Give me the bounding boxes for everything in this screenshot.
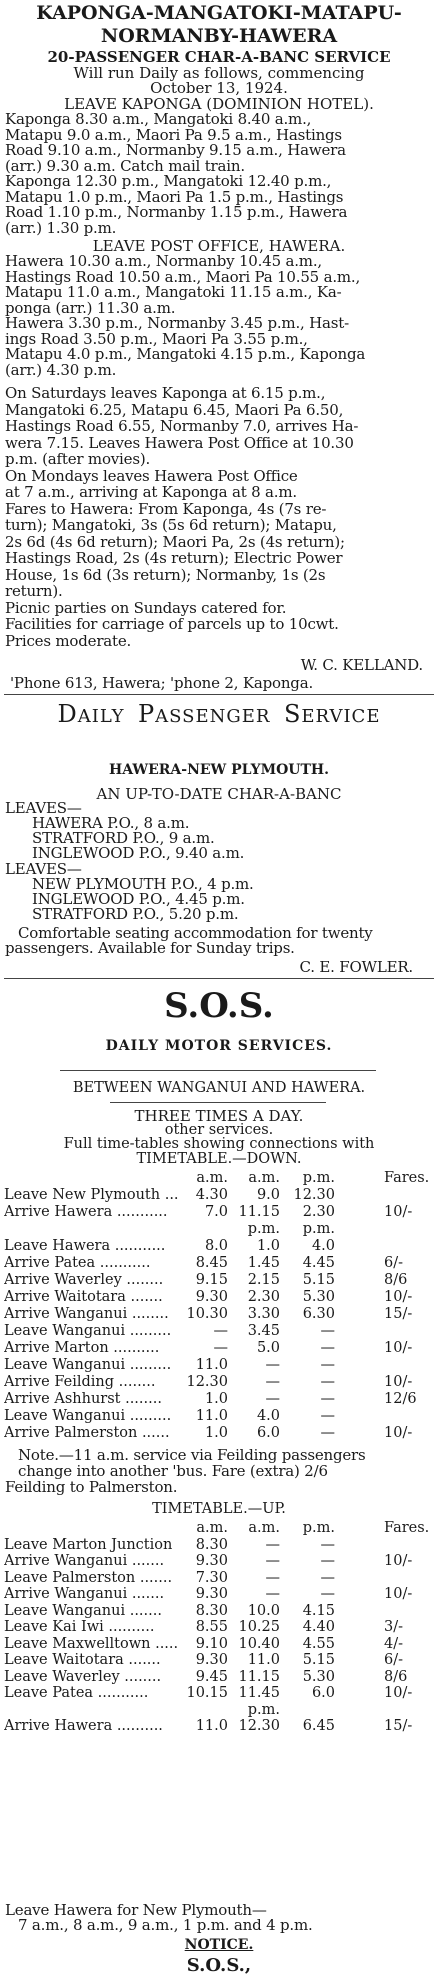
ad2-route: HAWERA-NEW PLYMOUTH. [108,762,330,778]
ad1-other-line: Facilities for carriage of parcels up to 10cwt. [5,617,339,633]
timetable-stop: Arrive Ashhurst ........ [4,1391,162,1407]
timetable-row [4,1408,434,1424]
timetable-cell: 10.30 [186,1306,228,1322]
timetable-cell: 11.0 [247,1652,280,1668]
timetable-cell: — [320,1536,335,1553]
timetable-row [4,1221,434,1237]
timetable-cell: 1.45 [247,1255,280,1271]
timetable-cell: — [265,1391,280,1407]
ad1-other-line: On Saturdays leaves Kaponga at 6.15 p.m., [5,386,326,402]
ad1-leave-po-line: Hastings Road 10.50 a.m., Maori Pa 10.55 a.m., [5,269,361,285]
timetable-cell: 2.30 [302,1204,335,1220]
ad2-title-word: DAILY [57,700,125,728]
timetable-row [4,1636,434,1652]
ad1-leave-po-line: Matapu 11.0 a.m., Mangatoki 11.15 a.m., Ka- [5,285,342,301]
timetable-cell: 3.30 [247,1306,280,1322]
timetable-cell: 12.30 [238,1718,280,1734]
timetable-cell: 4.0 [311,1238,335,1254]
timetable-stop: Arrive Patea ........... [4,1255,151,1271]
timetable-cell: 15/- [384,1718,413,1734]
ad1-other-line: Mangatoki 6.25, Matapu 6.45, Maori Pa 6.50, [5,402,344,418]
ad1-leave-po-header: LEAVE POST OFFICE, HAWERA. [92,237,346,255]
timetable-cell: 11.0 [195,1408,228,1424]
timetable-stop: Arrive Waverley ........ [4,1272,164,1288]
ad1-signature: W. C. KELLAND. [300,658,423,674]
timetable-row [4,1520,434,1536]
timetable-cell: 6.30 [302,1306,335,1322]
ad3-three-times: THREE TIMES A DAY. [134,1107,304,1125]
timetable-cell: p.m. [247,1221,280,1237]
timetable-cell: 2.30 [247,1289,280,1305]
timetable-cell: — [265,1586,280,1602]
timetable-cell: 5.15 [302,1272,335,1288]
timetable-row [4,1255,434,1271]
timetable-stop: Arrive Hawera .......... [4,1718,163,1734]
timetable-cell: 1.0 [204,1425,228,1441]
timetable-stop: Leave Waitotara ....... [4,1652,161,1668]
timetable-cell: 6/- [384,1255,404,1271]
ad2-title-word: SERVICE [283,700,381,728]
timetable-cell: 11.15 [238,1668,280,1685]
timetable-row [4,1425,434,1441]
timetable-cell: 10.40 [238,1635,280,1652]
timetable-cell: 7.0 [204,1204,228,1220]
timetable-cell: 4.15 [302,1602,335,1619]
ad1-leave-kaponga-line: Kaponga 8.30 a.m., Mangatoki 8.40 a.m., [5,112,312,128]
timetable-cell: — [320,1553,335,1569]
timetable-cell: 10/- [384,1425,413,1441]
ad3-title: S.O.S. [164,986,274,1026]
timetable-stop: Leave New Plymouth ... [4,1187,179,1203]
ad1-leave-po-line: ings Road 3.50 p.m., Maori Pa 3.55 p.m., [5,331,308,347]
timetable-cell: — [320,1586,335,1602]
timetable-cell: a.m. [248,1520,280,1536]
timetable-cell: 10.15 [186,1685,228,1701]
ad2-leaves-label: LEAVES— [5,801,82,817]
timetable-row [4,1374,434,1390]
divider [4,694,434,695]
timetable-row [4,1553,434,1569]
ad2-signature: C. E. FOWLER. [299,960,413,976]
ad1-leave-po-line: (arr.) 4.30 p.m. [5,362,117,378]
timetable-cell: — [265,1569,280,1586]
timetable-cell: 12.30 [186,1374,228,1390]
ad1-leave-po-line: Matapu 4.0 p.m., Mangatoki 4.15 p.m., Kaponga [5,347,366,363]
ad3-fulltables: Full time-tables showing connections with [63,1136,375,1152]
timetable-cell: 6.0 [311,1685,335,1701]
timetable-cell: 8/6 [384,1272,408,1288]
timetable-stop: Arrive Palmerston ...... [4,1425,170,1441]
timetable-stop: Leave Palmerston ....... [4,1569,173,1586]
ad1-leave-po-line: Hawera 10.30 a.m., Normanby 10.45 a.m., [5,254,322,270]
ad2-comfort-line: passengers. Available for Sunday trips. [5,941,295,957]
timetable-row [4,1204,434,1220]
timetable-cell: — [265,1374,280,1390]
ad3-note-line: Feilding to Palmerston. [5,1480,178,1496]
timetable-cell: 8.0 [204,1238,228,1254]
timetable-cell: 1.0 [204,1391,228,1407]
timetable-stop: Leave Marton Junction [4,1536,173,1553]
ad3-leave-hawera-times: 7 a.m., 8 a.m., 9 a.m., 1 p.m. and 4 p.m. [18,1918,313,1934]
timetable-cell: 7.30 [195,1569,228,1586]
timetable-cell: 10/- [384,1374,413,1390]
timetable-stop: Arrive Wanganui ....... [4,1586,165,1602]
timetable-cell: 10.0 [247,1602,280,1619]
timetable-cell: 8.30 [195,1602,228,1619]
timetable-cell: — [320,1425,335,1441]
timetable-cell: 4/- [384,1635,404,1652]
timetable-cell: 1.0 [256,1238,280,1254]
timetable-row [4,1570,434,1586]
ad1-leave-kaponga-line: (arr.) 1.30 p.m. [5,220,117,236]
timetable-cell: 6/- [384,1652,404,1668]
ad2-leave-line: INGLEWOOD P.O., 9.40 a.m. [32,846,245,862]
ad1-notice-line: Will run Daily as follows, commencing [73,64,365,82]
ad1-other-line: 2s 6d (4s 6d return); Maori Pa, 2s (4s return); [5,534,345,550]
ad1-notice-line: October 13, 1924. [150,79,288,97]
ad3-bottom-title: S.O.S., [186,1955,252,1976]
timetable-row [4,1391,434,1407]
timetable-cell: — [320,1357,335,1373]
timetable-cell: 3/- [384,1619,404,1635]
timetable-row [4,1619,434,1635]
timetable-cell: — [213,1323,228,1339]
timetable-cell: p.m. [302,1520,335,1536]
ad1-title-line1: KAPONGA-MANGATOKI-MATAPU- [36,2,402,24]
timetable-stop: Leave Patea ........... [4,1685,149,1701]
timetable-cell: 8.55 [195,1619,228,1635]
timetable-cell: 11.0 [195,1357,228,1373]
timetable-cell: 8.45 [195,1255,228,1271]
timetable-cell: 4.30 [195,1187,228,1203]
ad1-phones: 'Phone 613, Hawera; 'phone 2, Kaponga. [10,676,314,692]
timetable-cell: 15/- [384,1306,413,1322]
ad1-other-line: Hastings Road 6.55, Normanby 7.0, arrives Ha- [5,419,359,435]
timetable-cell: a.m. [248,1170,280,1186]
ad3-down-header: TIMETABLE.—DOWN. [136,1151,302,1167]
timetable-cell: p.m. [247,1701,280,1718]
timetable-cell: Fares. [384,1520,430,1536]
divider [4,978,434,979]
timetable-cell: 2.15 [247,1272,280,1288]
timetable-stop: Arrive Wanganui ....... [4,1553,165,1569]
timetable-row [4,1669,434,1685]
timetable-row [4,1323,434,1339]
ad3-note-line: change into another 'bus. Fare (extra) 2/6 [18,1464,328,1480]
timetable-cell: — [320,1569,335,1586]
timetable-cell: — [320,1323,335,1339]
ad2-leaves-label: LEAVES— [5,862,82,878]
timetable-cell: 5.15 [302,1652,335,1668]
ad2-leave-line: NEW PLYMOUTH P.O., 4 p.m. [32,877,254,893]
timetable-stop: Arrive Wanganui ........ [4,1306,169,1322]
timetable-row [4,1187,434,1203]
timetable-cell: 4.45 [302,1255,335,1271]
ad3-note-line: Note.—11 a.m. service via Feilding passengers [18,1448,366,1464]
ad1-leave-kaponga-line: Matapu 9.0 a.m., Maori Pa 9.5 a.m., Hastings [5,127,342,143]
ad3-subtitle: DAILY MOTOR SERVICES. [105,1038,333,1054]
timetable-cell: 5.30 [302,1668,335,1685]
timetable-cell: 8/6 [384,1668,408,1685]
ad1-other-line: turn); Mangatoki, 3s (5s 6d return); Matapu, [5,518,337,534]
ad2-leave-line: STRATFORD P.O., 9 a.m. [32,831,215,847]
timetable-row [4,1340,434,1356]
timetable-row [4,1238,434,1254]
timetable-row [4,1357,434,1373]
timetable-cell: 11.0 [195,1718,228,1734]
timetable-stop: Leave Kai Iwi .......... [4,1619,155,1635]
timetable-cell: p.m. [302,1170,335,1186]
timetable-cell: — [213,1340,228,1356]
ad2-leave-line: INGLEWOOD P.O., 4.45 p.m. [32,892,245,908]
ad1-other-line: House, 1s 6d (3s return); Normanby, 1s (2s [5,567,326,583]
ad3-notice: NOTICE. [184,1937,254,1953]
ad1-other-line: return). [5,584,63,600]
ad1-other-line: Picnic parties on Sundays catered for. [5,600,287,616]
ad1-leave-kaponga-line: (arr.) 9.30 a.m. Catch mail train. [5,158,245,174]
ad1-other-line: Fares to Hawera: From Kaponga, 4s (7s re- [5,501,327,517]
timetable-cell: 6.45 [302,1718,335,1734]
ad3-between: BETWEEN WANGANUI AND HAWERA. [72,1080,366,1096]
timetable-row [4,1603,434,1619]
timetable-cell: 10/- [384,1204,413,1220]
ad1-other-line: p.m. (after movies). [5,452,151,468]
ad2-comfort-line: Comfortable seating accommodation for twenty [18,926,373,942]
timetable-cell: 10/- [384,1586,413,1602]
timetable-cell: 9.15 [195,1272,228,1288]
timetable-row [4,1652,434,1668]
timetable-cell: 10/- [384,1553,413,1569]
ad2-title [4,700,434,731]
ad1-leave-kaponga-line: Matapu 1.0 p.m., Maori Pa 1.5 p.m., Hastings [5,189,344,205]
timetable-cell: 10.25 [238,1619,280,1635]
ad2-leave-line: HAWERA P.O., 8 a.m. [32,816,190,832]
timetable-row [4,1718,434,1734]
timetable-stop: Arrive Hawera ........... [4,1204,168,1220]
timetable-cell: — [320,1408,335,1424]
timetable-cell: — [265,1553,280,1569]
timetable-row [4,1306,434,1322]
timetable-stop: Leave Wanganui ......... [4,1323,172,1339]
ad1-leave-kaponga-line: Kaponga 12.30 p.m., Mangatoki 12.40 p.m., [5,174,332,190]
timetable-row [4,1272,434,1288]
timetable-cell: 3.45 [247,1323,280,1339]
timetable-row [4,1289,434,1305]
ad2-leave-line: STRATFORD P.O., 5.20 p.m. [32,907,239,923]
timetable-cell: 5.30 [302,1289,335,1305]
timetable-stop: Leave Wanganui ......... [4,1408,172,1424]
ad1-leave-po-line: ponga (arr.) 11.30 a.m. [5,300,176,316]
ad1-leave-po-line: Hawera 3.30 p.m., Normanby 3.45 p.m., Hast- [5,316,349,332]
timetable-cell: 8.30 [195,1536,228,1553]
timetable-cell: 11.15 [238,1204,280,1220]
ad3-other-services: other services. [164,1122,274,1138]
timetable-cell: a.m. [196,1520,228,1536]
ad1-title-line2: NORMANBY-HAWERA [100,25,338,47]
ad1-leave-kaponga-line: Road 1.10 p.m., Normanby 1.15 p.m., Hawera [5,205,348,221]
ad1-other-line: wera 7.15. Leaves Hawera Post Office at 10.30 [5,435,354,451]
timetable-row [4,1586,434,1602]
timetable-cell: Fares. [384,1170,430,1186]
ad1-other-line: Prices moderate. [5,633,132,649]
timetable-row [4,1685,434,1701]
timetable-cell: 9.30 [195,1586,228,1602]
timetable-row [4,1170,434,1186]
timetable-cell: — [265,1536,280,1553]
ad1-leave-kaponga-line: Road 9.10 a.m., Normanby 9.15 a.m., Hawera [5,143,346,159]
ad1-other-line: On Mondays leaves Hawera Post Office [5,468,298,484]
timetable-cell: 9.30 [195,1553,228,1569]
timetable-cell: 12.30 [293,1187,335,1203]
timetable-cell: — [320,1391,335,1407]
timetable-cell: 10/- [384,1289,413,1305]
timetable-cell: a.m. [196,1170,228,1186]
timetable-row [4,1702,434,1718]
timetable-cell: 11.45 [238,1685,280,1701]
timetable-row [4,1537,434,1553]
timetable-cell: 10/- [384,1340,413,1356]
timetable-stop: Arrive Marton .......... [4,1340,160,1356]
ad3-leave-hawera-np: Leave Hawera for New Plymouth— [5,1903,267,1919]
timetable-cell: — [320,1374,335,1390]
timetable-cell: 4.40 [302,1619,335,1635]
timetable-stop: Leave Wanganui ......... [4,1357,172,1373]
ad2-intro: AN UP-TO-DATE CHAR-A-BANC [96,785,342,803]
timetable-cell: 6.0 [256,1425,280,1441]
ad2-title-word: PASSENGER [138,700,271,728]
timetable-stop: Arrive Feilding ........ [4,1374,156,1390]
ad1-leave-kaponga-header: LEAVE KAPONGA (DOMINION HOTEL). [64,95,374,113]
timetable-cell: 10/- [384,1685,413,1701]
timetable-stop: Arrive Waitotara ....... [4,1289,163,1305]
timetable-cell: — [265,1357,280,1373]
timetable-cell: — [320,1340,335,1356]
timetable-cell: 9.0 [256,1187,280,1203]
timetable-stop: Leave Waverley ........ [4,1668,162,1685]
timetable-cell: 4.55 [302,1635,335,1652]
timetable-stop: Leave Hawera ........... [4,1238,166,1254]
ad1-subtitle: 20-PASSENGER CHAR-A-BANC SERVICE [47,48,391,66]
timetable-stop: Leave Maxwelltown ..... [4,1635,179,1652]
timetable-cell: 5.0 [256,1340,280,1356]
timetable-cell: p.m. [302,1221,335,1237]
short-divider [60,1070,376,1071]
ad1-other-line: at 7 a.m., arriving at Kaponga at 8 a.m. [5,485,297,501]
timetable-cell: 9.30 [195,1652,228,1668]
ad1-other-line: Hastings Road, 2s (4s return); Electric Power [5,551,343,567]
timetable-stop: Leave Wanganui ....... [4,1602,162,1619]
timetable-cell: 4.0 [256,1408,280,1424]
timetable-cell: 9.10 [195,1635,228,1652]
timetable-cell: 12/6 [384,1391,417,1407]
ad3-up-header: TIMETABLE.—UP. [152,1501,286,1517]
timetable-cell: 9.30 [195,1289,228,1305]
short-divider [110,1102,326,1103]
timetable-cell: 9.45 [195,1668,228,1685]
